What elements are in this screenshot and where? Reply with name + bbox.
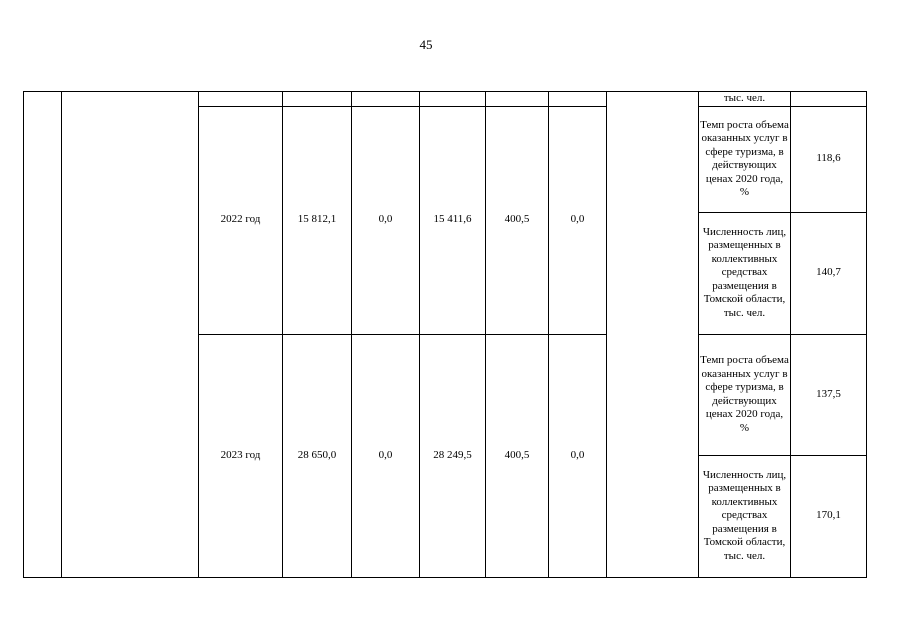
cell-extrabudgetary: 0,0 [549, 334, 607, 577]
cell-empty [283, 92, 352, 107]
cell-empty [486, 92, 549, 107]
cell-federal: 0,0 [352, 106, 420, 334]
cell-local: 400,5 [486, 106, 549, 334]
cell-extrabudgetary: 0,0 [549, 106, 607, 334]
continued-row [24, 92, 867, 107]
indicator-name: Численность лиц, размещенных в коллективных средствах размещения в Томской области, тыс. чел. [699, 212, 791, 334]
cell-year: 2022 год [199, 106, 283, 334]
indicator-value: 170,1 [791, 455, 867, 577]
cell-executor [607, 92, 699, 578]
cell-total: 28 650,0 [283, 334, 352, 577]
cell-year: 2023 год [199, 334, 283, 577]
cell-task-name [62, 92, 199, 578]
cell-number [24, 92, 62, 578]
cell-regional: 15 411,6 [420, 106, 486, 334]
indicator-name: Темп роста объема оказанных услуг в сфере туризма, в действующих ценах 2020 года, % [699, 334, 791, 455]
cell-total: 15 812,1 [283, 106, 352, 334]
indicator-name: тыс. чел. [699, 92, 791, 107]
indicator-value: 140,7 [791, 212, 867, 334]
indicator-name: Численность лиц, размещенных в коллективных средствах размещения в Томской области, тыс. чел. [699, 455, 791, 577]
indicator-value [791, 92, 867, 107]
cell-empty [352, 92, 420, 107]
cell-regional: 28 249,5 [420, 334, 486, 577]
cell-federal: 0,0 [352, 334, 420, 577]
page-number: 45 [419, 37, 433, 52]
cell-empty [549, 92, 607, 107]
indicator-value: 118,6 [791, 106, 867, 212]
cell-empty [420, 92, 486, 107]
indicator-value: 137,5 [791, 334, 867, 455]
cell-local: 400,5 [486, 334, 549, 577]
budget-table [23, 91, 867, 578]
cell-empty [199, 92, 283, 107]
indicator-name: Темп роста объема оказанных услуг в сфере туризма, в действующих ценах 2020 года, % [699, 106, 791, 212]
